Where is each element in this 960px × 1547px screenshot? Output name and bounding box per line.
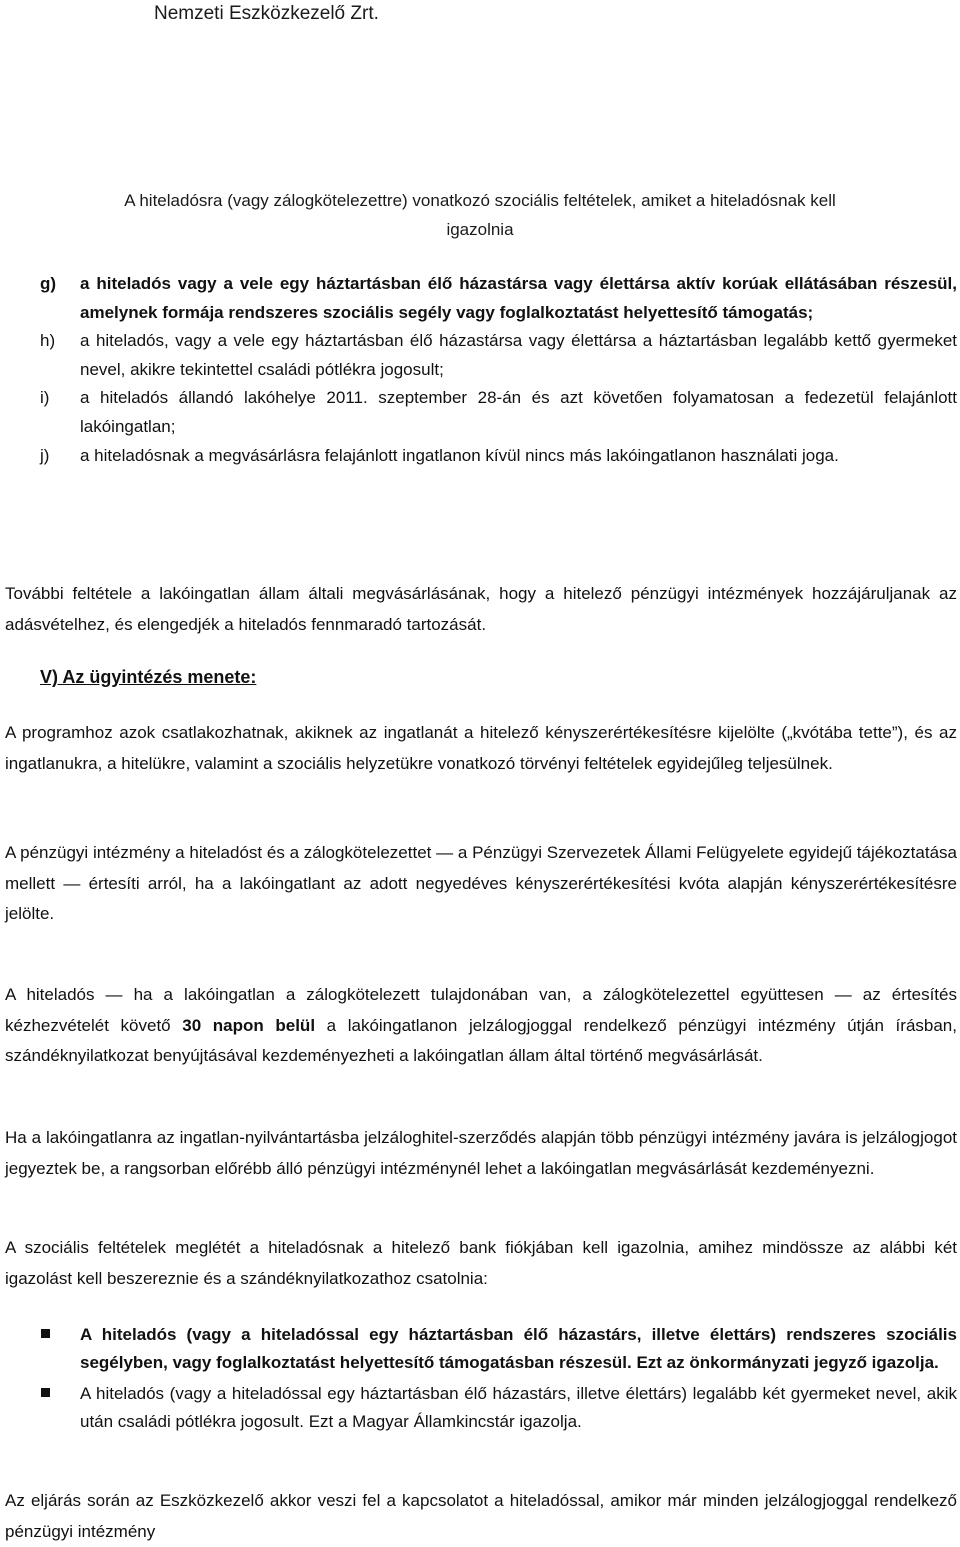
caption-line-2: igazolnia (446, 220, 514, 239)
social-conditions-caption (30, 186, 930, 244)
condition-text: a hiteladós állandó lakóhelye 2011. szeptember 28-án és azt követően folyamatosan a fedezetül felajánlott lakóingatlan; (80, 388, 957, 436)
deadline-highlight: 30 napon belül (182, 1015, 316, 1035)
institution-paragraph (5, 838, 957, 930)
social-proof-paragraph: A szociális feltételek meglétét a hiteladósnak a hitelező bank fiókjában kell igazolnia, amihez mindössze az alábbi két igazolást kell beszereznie és a szándéknyilatkozathoz csatolnia: (5, 1238, 957, 1288)
condition-marker: h) (40, 331, 56, 351)
certificate-bullet-list (0, 1321, 960, 1437)
institution-text-1: A pénzügyi intézmény a hiteladóst és a zálogkötelezettet (5, 843, 432, 862)
condition-text: a hiteladósnak a megvásárlásra felajánlott ingatlanon kívül nincs más lakóingatlanon használati joga. (80, 445, 839, 465)
debtor-paragraph (5, 980, 957, 1072)
institution-text-3: értesíti arról, ha a lakóingatlant az adott negyedéves kényszerértékesítési kvóta alapján kényszerértékesítésre jelölte. (5, 873, 957, 923)
em-dash: — (834, 985, 852, 1004)
further-condition-paragraph: További feltétele a lakóingatlan állam általi megvásárlásának, hogy a hitelező pénzügyi intézmények hozzájáruljanak az adásvételhez, és elengedjék a hiteladós fennmaradó tartozását. (5, 584, 957, 634)
condition-text: a hiteladós, vagy a vele egy háztartásban élő házastársa vagy élettársa a háztartásban legalább kettő gyermeket nevel, akikre tekintettel családi pótlékra jogosult; (80, 331, 957, 379)
procedure-paragraph: Az eljárás során az Eszközkezelő akkor veszi fel a kapcsolatot a hiteladóssal, amikor már minden jelzálogjoggal rendelkező pénzügyi intézmény (5, 1491, 957, 1541)
em-dash: — (63, 873, 81, 893)
condition-item-h (0, 327, 960, 384)
square-bullet-icon (41, 1329, 50, 1338)
condition-marker: g) (40, 274, 57, 293)
condition-item-g (0, 270, 960, 327)
company-header: Nemzeti Eszközkezelő Zrt. (154, 3, 379, 24)
condition-item-j (0, 442, 960, 471)
condition-item-i (0, 384, 960, 441)
institution-text-2: a Pénzügyi Szervezetek Állami Felügyelete egyidejű tájékoztatása mellett (5, 843, 957, 893)
debtor-text-1: A hiteladós (5, 985, 95, 1004)
debtor-text-2: ha a lakóingatlan a zálogkötelezett tulajdonában van, a zálogkötelezettel együttesen (133, 985, 824, 1004)
condition-text: a hiteladós vagy a vele egy háztartásban élő házastársa vagy élettársa aktív korúak ellátásában részesül, amelynek formája rendszeres szociális segély vagy foglalkoztatást helyettesítő támogatás; (80, 274, 957, 322)
caption-line-1: A hiteladósra (vagy zálogkötelezettre) vonatkozó szociális feltételek, amiket a hiteladósnak kell (124, 191, 836, 210)
bullet-text: A hiteladós (vagy a hiteladóssal egy háztartásban élő házastárs, illetve élettárs) legalább két gyermeket nevel, akik után családi pótlékra jogosult. Ezt a Magyar Államkincstár igazolja. (80, 1383, 957, 1432)
program-paragraph: A programhoz azok csatlakozhatnak, akiknek az ingatlanát a hitelező kényszerértékesítésre kijelölte („kvótába tette”), és az ingatlanukra, a hitelükre, valamint a szociális helyzetükre vonatkozó törvényi feltételek egyidejűleg teljesülnek. (5, 723, 957, 773)
debtor-text-4: a lakóingatlanon jelzálogjoggal rendelkező pénzügyi intézmény útján írásban, szándéknyilatkozat benyújtásával kezdeményezheti a lakóingatlan állam által történő megvásárlását. (5, 1015, 957, 1065)
debtor-text-3: az értesítés kézhezvételét követő (5, 985, 957, 1035)
condition-marker: i) (40, 388, 50, 408)
section-heading: V) Az ügyintézés menete: (40, 667, 257, 687)
bullet-item-treasury (0, 1380, 960, 1437)
bullet-text: A hiteladós (vagy a hiteladóssal egy háztartásban élő házastárs, illetve élettárs) rendszeres szociális segélyben, vagy foglalkoztatást helyettesítő támogatásban részesül. Ezt az önkormányzati jegyző igazolja. (80, 1325, 957, 1373)
multiple-institutions-paragraph: Ha a lakóingatlanra az ingatlan-nyilvántartásba jelzáloghitel-szerződés alapján több pénzügyi intézmény javára is jelzálogjogot jegyeztek be, a rangsorban előrébb álló pénzügyi intézménynél lehet a lakóingatlan megvásárlását kezdeményezni. (5, 1128, 957, 1178)
em-dash: — (105, 985, 123, 1004)
square-bullet-icon (41, 1388, 50, 1397)
bullet-item-municipal (0, 1321, 960, 1378)
condition-marker: j) (40, 445, 50, 465)
em-dash: — (436, 843, 454, 862)
conditions-list (0, 270, 960, 470)
